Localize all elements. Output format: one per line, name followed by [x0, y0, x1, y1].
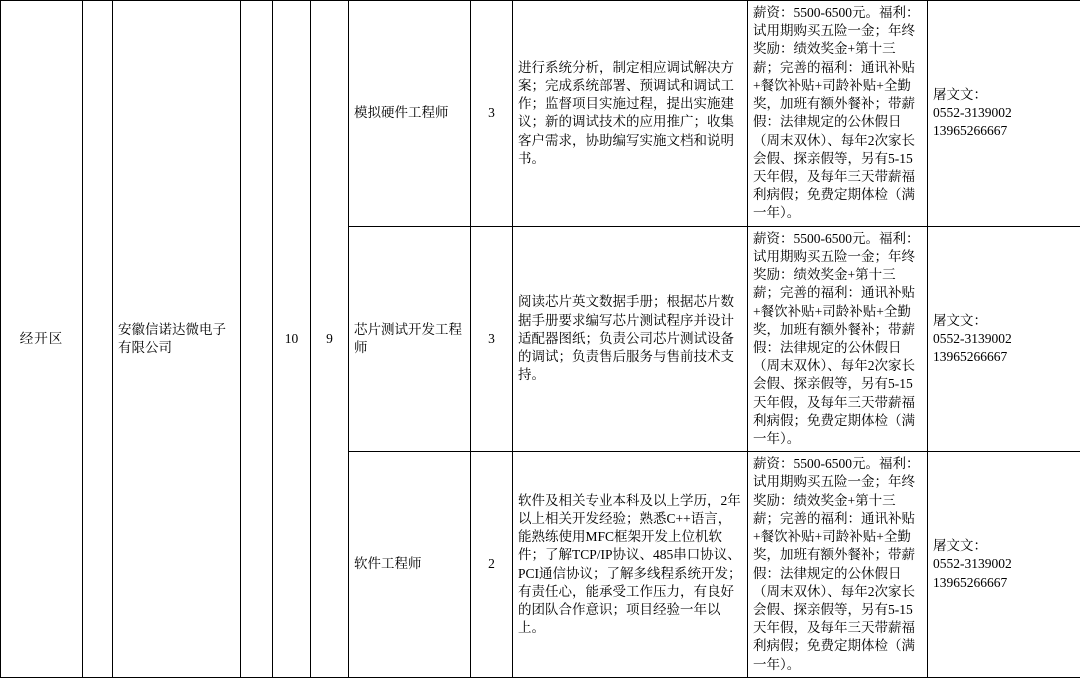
- cell-job-title: 模拟硬件工程师: [349, 1, 471, 227]
- cell-company: 安徽信诺达微电子有限公司: [113, 1, 241, 678]
- contact-phone-landline: 0552-3139002: [933, 104, 1075, 122]
- contact-phone-landline: 0552-3139002: [933, 330, 1075, 348]
- cell-requirements: 进行系统分析，制定相应调试解决方案；完成系统部署、预调试和调试工作；监督项目实施过程，提出实施建议；新的调试技术的应用推广；收集客户需求，协助编写实施文档和说明书。: [513, 1, 748, 227]
- contact-name: 屠文文：: [933, 312, 1075, 330]
- contact-phone-mobile: 13965266667: [933, 122, 1075, 140]
- cell-blank-left: [83, 1, 113, 678]
- cell-salary-benefits: 薪资：5500-6500元。福利：试用期购买五险一金；年终奖励：绩效奖金+第十三薪；完善的福利：通讯补贴+餐饮补贴+司龄补贴+全勤奖，加班有额外餐补；带薪假：法律规定的公休假日（周末双休）、每年2次家长会假、探亲假等，另有5-15天年假，及每年三天带薪福利病假；免费定期体检（满一年）。: [748, 452, 928, 678]
- cell-total-positions: 10: [273, 1, 311, 678]
- cell-contact: [928, 1, 1080, 227]
- cell-salary-benefits: 薪资：5500-6500元。福利：试用期购买五险一金；年终奖励：绩效奖金+第十三薪；完善的福利：通讯补贴+餐饮补贴+司龄补贴+全勤奖，加班有额外餐补；带薪假：法律规定的公休假日（周末双休）、每年2次家长会假、探亲假等，另有5-15天年假，及每年三天带薪福利病假；免费定期体检（满一年）。: [748, 1, 928, 227]
- cell-job-title: 软件工程师: [349, 452, 471, 678]
- contact-phone-landline: 0552-3139002: [933, 555, 1075, 573]
- cell-position-count: 9: [311, 1, 349, 678]
- cell-blank-mid: [241, 1, 273, 678]
- contact-name: 屠文文：: [933, 537, 1075, 555]
- cell-area: 经开区: [1, 1, 83, 678]
- contact-phone-mobile: 13965266667: [933, 574, 1075, 592]
- cell-headcount: 3: [471, 1, 513, 227]
- cell-headcount: 3: [471, 226, 513, 452]
- cell-headcount: 2: [471, 452, 513, 678]
- cell-requirements: 阅读芯片英文数据手册；根据芯片数据手册要求编写芯片测试程序并设计适配器图纸；负责公司芯片测试设备的调试；负责售后服务与售前技术支持。: [513, 226, 748, 452]
- contact-phone-mobile: 13965266667: [933, 348, 1075, 366]
- cell-salary-benefits: 薪资：5500-6500元。福利：试用期购买五险一金；年终奖励：绩效奖金+第十三薪；完善的福利：通讯补贴+餐饮补贴+司龄补贴+全勤奖，加班有额外餐补；带薪假：法律规定的公休假日（周末双休）、每年2次家长会假、探亲假等，另有5-15天年假，及每年三天带薪福利病假；免费定期体检（满一年）。: [748, 226, 928, 452]
- cell-contact: [928, 226, 1080, 452]
- contact-name: 屠文文：: [933, 86, 1075, 104]
- cell-contact: [928, 452, 1080, 678]
- cell-requirements: 软件及相关专业本科及以上学历，2年以上相关开发经验；熟悉C++语言，能熟练使用MFC框架开发上位机软件；了解TCP/IP协议、485串口协议、PCI通信协议；了解多线程系统开发；有责任心，能承受工作压力，有良好的团队合作意识；项目经验一年以上。: [513, 452, 748, 678]
- cell-job-title: 芯片测试开发工程师: [349, 226, 471, 452]
- table-row: [1, 1, 1080, 227]
